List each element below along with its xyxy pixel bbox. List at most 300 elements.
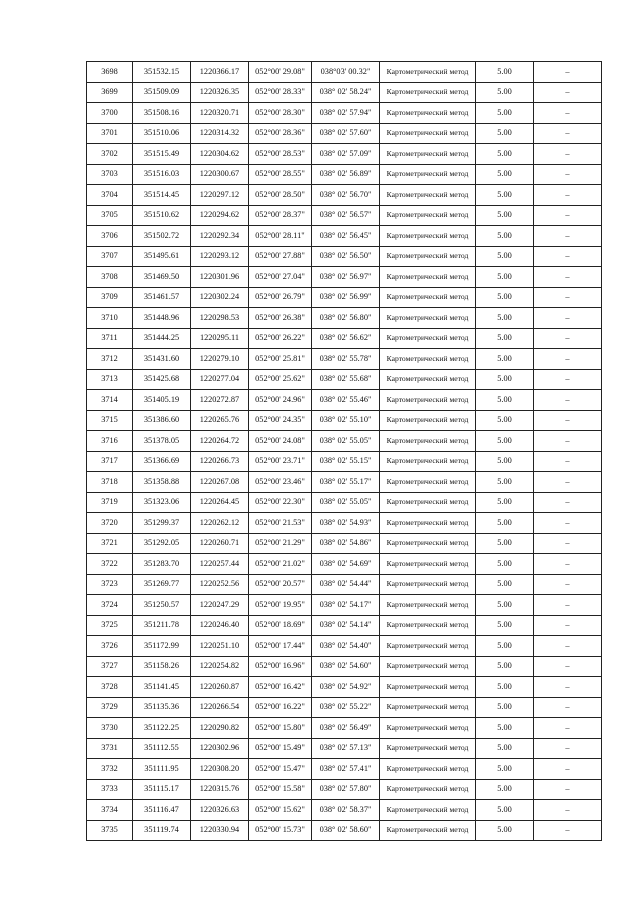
latitude-cell: 052°00' 29.08" xyxy=(249,62,312,83)
accuracy-cell: 5.00 xyxy=(476,472,534,493)
latitude-cell: 052°00' 24.35" xyxy=(249,410,312,431)
table-row xyxy=(87,410,602,431)
y-coordinate-cell: 1220266.54 xyxy=(191,697,249,718)
method-cell: Картометрический метод xyxy=(380,677,476,698)
x-coordinate-cell: 351386.60 xyxy=(133,410,191,431)
y-coordinate-cell: 1220246.40 xyxy=(191,615,249,636)
point-number-cell: 3701 xyxy=(87,123,133,144)
x-coordinate-cell: 351269.77 xyxy=(133,574,191,595)
note-cell: – xyxy=(534,185,602,206)
table-row xyxy=(87,779,602,800)
longitude-cell: 038° 02' 55.17" xyxy=(312,472,380,493)
method-cell: Картометрический метод xyxy=(380,759,476,780)
method-cell: Картометрический метод xyxy=(380,431,476,452)
longitude-cell: 038° 02' 54.44" xyxy=(312,574,380,595)
note-cell: – xyxy=(534,226,602,247)
y-coordinate-cell: 1220297.12 xyxy=(191,185,249,206)
longitude-cell: 038° 02' 55.78" xyxy=(312,349,380,370)
x-coordinate-cell: 351119.74 xyxy=(133,820,191,841)
accuracy-cell: 5.00 xyxy=(476,533,534,554)
accuracy-cell: 5.00 xyxy=(476,431,534,452)
point-number-cell: 3698 xyxy=(87,62,133,83)
table-row xyxy=(87,820,602,841)
latitude-cell: 052°00' 16.96" xyxy=(249,656,312,677)
x-coordinate-cell: 351502.72 xyxy=(133,226,191,247)
note-cell: – xyxy=(534,677,602,698)
longitude-cell: 038° 02' 54.92" xyxy=(312,677,380,698)
point-number-cell: 3704 xyxy=(87,185,133,206)
note-cell: – xyxy=(534,800,602,821)
table-row xyxy=(87,554,602,575)
method-cell: Картометрический метод xyxy=(380,185,476,206)
x-coordinate-cell: 351516.03 xyxy=(133,164,191,185)
x-coordinate-cell: 351158.26 xyxy=(133,656,191,677)
table-row xyxy=(87,759,602,780)
latitude-cell: 052°00' 21.29" xyxy=(249,533,312,554)
x-coordinate-cell: 351135.36 xyxy=(133,697,191,718)
y-coordinate-cell: 1220266.73 xyxy=(191,451,249,472)
longitude-cell: 038° 02' 54.17" xyxy=(312,595,380,616)
method-cell: Картометрический метод xyxy=(380,349,476,370)
latitude-cell: 052°00' 27.04" xyxy=(249,267,312,288)
accuracy-cell: 5.00 xyxy=(476,103,534,124)
y-coordinate-cell: 1220251.10 xyxy=(191,636,249,657)
table-row xyxy=(87,205,602,226)
x-coordinate-cell: 351510.06 xyxy=(133,123,191,144)
longitude-cell: 038° 02' 58.24" xyxy=(312,82,380,103)
table-row xyxy=(87,287,602,308)
longitude-cell: 038° 02' 55.46" xyxy=(312,390,380,411)
longitude-cell: 038° 02' 55.05" xyxy=(312,492,380,513)
y-coordinate-cell: 1220252.56 xyxy=(191,574,249,595)
y-coordinate-cell: 1220247.29 xyxy=(191,595,249,616)
accuracy-cell: 5.00 xyxy=(476,574,534,595)
table-row xyxy=(87,144,602,165)
table-row xyxy=(87,164,602,185)
x-coordinate-cell: 351508.16 xyxy=(133,103,191,124)
longitude-cell: 038° 02' 57.09" xyxy=(312,144,380,165)
table-row xyxy=(87,636,602,657)
longitude-cell: 038° 02' 56.49" xyxy=(312,718,380,739)
method-cell: Картометрический метод xyxy=(380,574,476,595)
note-cell: – xyxy=(534,554,602,575)
note-cell: – xyxy=(534,431,602,452)
note-cell: – xyxy=(534,656,602,677)
point-number-cell: 3732 xyxy=(87,759,133,780)
point-number-cell: 3723 xyxy=(87,574,133,595)
longitude-cell: 038° 02' 56.70" xyxy=(312,185,380,206)
table-row xyxy=(87,82,602,103)
table-row xyxy=(87,615,602,636)
table-row xyxy=(87,308,602,329)
x-coordinate-cell: 351141.45 xyxy=(133,677,191,698)
latitude-cell: 052°00' 27.88" xyxy=(249,246,312,267)
x-coordinate-cell: 351514.45 xyxy=(133,185,191,206)
y-coordinate-cell: 1220254.82 xyxy=(191,656,249,677)
table-row xyxy=(87,226,602,247)
point-number-cell: 3730 xyxy=(87,718,133,739)
method-cell: Картометрический метод xyxy=(380,820,476,841)
latitude-cell: 052°00' 24.08" xyxy=(249,431,312,452)
method-cell: Картометрический метод xyxy=(380,369,476,390)
longitude-cell: 038° 02' 56.62" xyxy=(312,328,380,349)
y-coordinate-cell: 1220330.94 xyxy=(191,820,249,841)
longitude-cell: 038° 02' 56.97" xyxy=(312,267,380,288)
note-cell: – xyxy=(534,82,602,103)
x-coordinate-cell: 351444.25 xyxy=(133,328,191,349)
latitude-cell: 052°00' 28.30" xyxy=(249,103,312,124)
longitude-cell: 038° 02' 56.89" xyxy=(312,164,380,185)
coordinates-table xyxy=(86,61,602,841)
latitude-cell: 052°00' 28.36" xyxy=(249,123,312,144)
latitude-cell: 052°00' 20.57" xyxy=(249,574,312,595)
table-row xyxy=(87,451,602,472)
note-cell: – xyxy=(534,62,602,83)
note-cell: – xyxy=(534,103,602,124)
longitude-cell: 038° 02' 56.99" xyxy=(312,287,380,308)
point-number-cell: 3699 xyxy=(87,82,133,103)
latitude-cell: 052°00' 21.02" xyxy=(249,554,312,575)
note-cell: – xyxy=(534,738,602,759)
latitude-cell: 052°00' 15.62" xyxy=(249,800,312,821)
point-number-cell: 3707 xyxy=(87,246,133,267)
method-cell: Картометрический метод xyxy=(380,62,476,83)
latitude-cell: 052°00' 16.42" xyxy=(249,677,312,698)
y-coordinate-cell: 1220272.87 xyxy=(191,390,249,411)
accuracy-cell: 5.00 xyxy=(476,123,534,144)
latitude-cell: 052°00' 23.46" xyxy=(249,472,312,493)
x-coordinate-cell: 351425.68 xyxy=(133,369,191,390)
longitude-cell: 038° 02' 55.15" xyxy=(312,451,380,472)
latitude-cell: 052°00' 25.81" xyxy=(249,349,312,370)
accuracy-cell: 5.00 xyxy=(476,328,534,349)
note-cell: – xyxy=(534,615,602,636)
table-row xyxy=(87,595,602,616)
method-cell: Картометрический метод xyxy=(380,554,476,575)
accuracy-cell: 5.00 xyxy=(476,82,534,103)
point-number-cell: 3731 xyxy=(87,738,133,759)
x-coordinate-cell: 351461.57 xyxy=(133,287,191,308)
x-coordinate-cell: 351510.62 xyxy=(133,205,191,226)
method-cell: Картометрический метод xyxy=(380,533,476,554)
latitude-cell: 052°00' 25.62" xyxy=(249,369,312,390)
point-number-cell: 3716 xyxy=(87,431,133,452)
table-row xyxy=(87,513,602,534)
y-coordinate-cell: 1220293.12 xyxy=(191,246,249,267)
method-cell: Картометрический метод xyxy=(380,738,476,759)
y-coordinate-cell: 1220279.10 xyxy=(191,349,249,370)
note-cell: – xyxy=(534,267,602,288)
note-cell: – xyxy=(534,410,602,431)
accuracy-cell: 5.00 xyxy=(476,308,534,329)
method-cell: Картометрический метод xyxy=(380,656,476,677)
y-coordinate-cell: 1220302.24 xyxy=(191,287,249,308)
table-row xyxy=(87,328,602,349)
note-cell: – xyxy=(534,574,602,595)
accuracy-cell: 5.00 xyxy=(476,820,534,841)
method-cell: Картометрический метод xyxy=(380,205,476,226)
accuracy-cell: 5.00 xyxy=(476,144,534,165)
point-number-cell: 3703 xyxy=(87,164,133,185)
y-coordinate-cell: 1220260.71 xyxy=(191,533,249,554)
x-coordinate-cell: 351116.47 xyxy=(133,800,191,821)
x-coordinate-cell: 351111.95 xyxy=(133,759,191,780)
note-cell: – xyxy=(534,287,602,308)
latitude-cell: 052°00' 17.44" xyxy=(249,636,312,657)
y-coordinate-cell: 1220265.76 xyxy=(191,410,249,431)
point-number-cell: 3728 xyxy=(87,677,133,698)
accuracy-cell: 5.00 xyxy=(476,513,534,534)
latitude-cell: 052°00' 28.50" xyxy=(249,185,312,206)
method-cell: Картометрический метод xyxy=(380,164,476,185)
note-cell: – xyxy=(534,718,602,739)
table-row xyxy=(87,533,602,554)
y-coordinate-cell: 1220308.20 xyxy=(191,759,249,780)
x-coordinate-cell: 351469.50 xyxy=(133,267,191,288)
latitude-cell: 052°00' 15.47" xyxy=(249,759,312,780)
method-cell: Картометрический метод xyxy=(380,328,476,349)
y-coordinate-cell: 1220300.67 xyxy=(191,164,249,185)
method-cell: Картометрический метод xyxy=(380,615,476,636)
accuracy-cell: 5.00 xyxy=(476,410,534,431)
y-coordinate-cell: 1220301.96 xyxy=(191,267,249,288)
method-cell: Картометрический метод xyxy=(380,123,476,144)
table-row xyxy=(87,246,602,267)
latitude-cell: 052°00' 15.73" xyxy=(249,820,312,841)
longitude-cell: 038° 02' 57.13" xyxy=(312,738,380,759)
table-row xyxy=(87,123,602,144)
method-cell: Картометрический метод xyxy=(380,246,476,267)
longitude-cell: 038° 02' 57.41" xyxy=(312,759,380,780)
accuracy-cell: 5.00 xyxy=(476,656,534,677)
y-coordinate-cell: 1220264.72 xyxy=(191,431,249,452)
x-coordinate-cell: 351358.88 xyxy=(133,472,191,493)
y-coordinate-cell: 1220290.82 xyxy=(191,718,249,739)
accuracy-cell: 5.00 xyxy=(476,718,534,739)
accuracy-cell: 5.00 xyxy=(476,451,534,472)
note-cell: – xyxy=(534,779,602,800)
note-cell: – xyxy=(534,123,602,144)
accuracy-cell: 5.00 xyxy=(476,267,534,288)
method-cell: Картометрический метод xyxy=(380,513,476,534)
accuracy-cell: 5.00 xyxy=(476,205,534,226)
y-coordinate-cell: 1220260.87 xyxy=(191,677,249,698)
y-coordinate-cell: 1220292.34 xyxy=(191,226,249,247)
accuracy-cell: 5.00 xyxy=(476,185,534,206)
point-number-cell: 3712 xyxy=(87,349,133,370)
method-cell: Картометрический метод xyxy=(380,410,476,431)
y-coordinate-cell: 1220257.44 xyxy=(191,554,249,575)
table-row xyxy=(87,800,602,821)
point-number-cell: 3722 xyxy=(87,554,133,575)
y-coordinate-cell: 1220326.63 xyxy=(191,800,249,821)
note-cell: – xyxy=(534,164,602,185)
note-cell: – xyxy=(534,205,602,226)
longitude-cell: 038° 02' 57.94" xyxy=(312,103,380,124)
point-number-cell: 3726 xyxy=(87,636,133,657)
longitude-cell: 038° 02' 58.37" xyxy=(312,800,380,821)
method-cell: Картометрический метод xyxy=(380,472,476,493)
point-number-cell: 3713 xyxy=(87,369,133,390)
longitude-cell: 038° 02' 57.80" xyxy=(312,779,380,800)
accuracy-cell: 5.00 xyxy=(476,738,534,759)
y-coordinate-cell: 1220304.62 xyxy=(191,144,249,165)
table-row xyxy=(87,738,602,759)
longitude-cell: 038° 02' 58.60" xyxy=(312,820,380,841)
point-number-cell: 3715 xyxy=(87,410,133,431)
longitude-cell: 038° 02' 57.60" xyxy=(312,123,380,144)
point-number-cell: 3719 xyxy=(87,492,133,513)
latitude-cell: 052°00' 15.80" xyxy=(249,718,312,739)
table-row xyxy=(87,574,602,595)
accuracy-cell: 5.00 xyxy=(476,287,534,308)
point-number-cell: 3706 xyxy=(87,226,133,247)
point-number-cell: 3733 xyxy=(87,779,133,800)
longitude-cell: 038°03' 00.32" xyxy=(312,62,380,83)
x-coordinate-cell: 351448.96 xyxy=(133,308,191,329)
note-cell: – xyxy=(534,390,602,411)
method-cell: Картометрический метод xyxy=(380,718,476,739)
x-coordinate-cell: 351323.06 xyxy=(133,492,191,513)
point-number-cell: 3735 xyxy=(87,820,133,841)
note-cell: – xyxy=(534,349,602,370)
point-number-cell: 3717 xyxy=(87,451,133,472)
y-coordinate-cell: 1220264.45 xyxy=(191,492,249,513)
method-cell: Картометрический метод xyxy=(380,267,476,288)
y-coordinate-cell: 1220298.53 xyxy=(191,308,249,329)
y-coordinate-cell: 1220302.96 xyxy=(191,738,249,759)
longitude-cell: 038° 02' 54.69" xyxy=(312,554,380,575)
latitude-cell: 052°00' 15.49" xyxy=(249,738,312,759)
longitude-cell: 038° 02' 54.60" xyxy=(312,656,380,677)
accuracy-cell: 5.00 xyxy=(476,636,534,657)
method-cell: Картометрический метод xyxy=(380,287,476,308)
point-number-cell: 3714 xyxy=(87,390,133,411)
x-coordinate-cell: 351431.60 xyxy=(133,349,191,370)
table-row xyxy=(87,349,602,370)
point-number-cell: 3721 xyxy=(87,533,133,554)
longitude-cell: 038° 02' 54.40" xyxy=(312,636,380,657)
accuracy-cell: 5.00 xyxy=(476,779,534,800)
latitude-cell: 052°00' 26.38" xyxy=(249,308,312,329)
table-row xyxy=(87,185,602,206)
point-number-cell: 3727 xyxy=(87,656,133,677)
x-coordinate-cell: 351299.37 xyxy=(133,513,191,534)
y-coordinate-cell: 1220294.62 xyxy=(191,205,249,226)
accuracy-cell: 5.00 xyxy=(476,677,534,698)
note-cell: – xyxy=(534,513,602,534)
longitude-cell: 038° 02' 55.22" xyxy=(312,697,380,718)
longitude-cell: 038° 02' 55.10" xyxy=(312,410,380,431)
x-coordinate-cell: 351112.55 xyxy=(133,738,191,759)
latitude-cell: 052°00' 28.53" xyxy=(249,144,312,165)
accuracy-cell: 5.00 xyxy=(476,349,534,370)
table-row xyxy=(87,62,602,83)
y-coordinate-cell: 1220315.76 xyxy=(191,779,249,800)
point-number-cell: 3711 xyxy=(87,328,133,349)
latitude-cell: 052°00' 28.11" xyxy=(249,226,312,247)
note-cell: – xyxy=(534,636,602,657)
note-cell: – xyxy=(534,697,602,718)
table-row xyxy=(87,390,602,411)
longitude-cell: 038° 02' 55.05" xyxy=(312,431,380,452)
table-row xyxy=(87,431,602,452)
method-cell: Картометрический метод xyxy=(380,595,476,616)
y-coordinate-cell: 1220262.12 xyxy=(191,513,249,534)
method-cell: Картометрический метод xyxy=(380,390,476,411)
point-number-cell: 3724 xyxy=(87,595,133,616)
method-cell: Картометрический метод xyxy=(380,144,476,165)
latitude-cell: 052°00' 28.37" xyxy=(249,205,312,226)
x-coordinate-cell: 351211.78 xyxy=(133,615,191,636)
latitude-cell: 052°00' 26.79" xyxy=(249,287,312,308)
method-cell: Картометрический метод xyxy=(380,226,476,247)
point-number-cell: 3729 xyxy=(87,697,133,718)
x-coordinate-cell: 351250.57 xyxy=(133,595,191,616)
method-cell: Картометрический метод xyxy=(380,492,476,513)
latitude-cell: 052°00' 28.33" xyxy=(249,82,312,103)
note-cell: – xyxy=(534,369,602,390)
method-cell: Картометрический метод xyxy=(380,697,476,718)
note-cell: – xyxy=(534,308,602,329)
x-coordinate-cell: 351509.09 xyxy=(133,82,191,103)
method-cell: Картометрический метод xyxy=(380,451,476,472)
coordinates-table-body xyxy=(87,62,602,841)
x-coordinate-cell: 351515.49 xyxy=(133,144,191,165)
latitude-cell: 052°00' 26.22" xyxy=(249,328,312,349)
accuracy-cell: 5.00 xyxy=(476,369,534,390)
accuracy-cell: 5.00 xyxy=(476,800,534,821)
table-row xyxy=(87,718,602,739)
x-coordinate-cell: 351122.25 xyxy=(133,718,191,739)
table-row xyxy=(87,267,602,288)
latitude-cell: 052°00' 16.22" xyxy=(249,697,312,718)
note-cell: – xyxy=(534,246,602,267)
latitude-cell: 052°00' 21.53" xyxy=(249,513,312,534)
latitude-cell: 052°00' 28.55" xyxy=(249,164,312,185)
longitude-cell: 038° 02' 54.14" xyxy=(312,615,380,636)
accuracy-cell: 5.00 xyxy=(476,595,534,616)
latitude-cell: 052°00' 24.96" xyxy=(249,390,312,411)
table-row xyxy=(87,103,602,124)
point-number-cell: 3710 xyxy=(87,308,133,329)
point-number-cell: 3734 xyxy=(87,800,133,821)
x-coordinate-cell: 351405.19 xyxy=(133,390,191,411)
point-number-cell: 3702 xyxy=(87,144,133,165)
longitude-cell: 038° 02' 56.57" xyxy=(312,205,380,226)
x-coordinate-cell: 351115.17 xyxy=(133,779,191,800)
longitude-cell: 038° 02' 56.80" xyxy=(312,308,380,329)
note-cell: – xyxy=(534,144,602,165)
x-coordinate-cell: 351495.61 xyxy=(133,246,191,267)
table-row xyxy=(87,697,602,718)
accuracy-cell: 5.00 xyxy=(476,697,534,718)
note-cell: – xyxy=(534,533,602,554)
note-cell: – xyxy=(534,759,602,780)
method-cell: Картометрический метод xyxy=(380,800,476,821)
x-coordinate-cell: 351283.70 xyxy=(133,554,191,575)
latitude-cell: 052°00' 22.30" xyxy=(249,492,312,513)
note-cell: – xyxy=(534,328,602,349)
longitude-cell: 038° 02' 54.93" xyxy=(312,513,380,534)
method-cell: Картометрический метод xyxy=(380,636,476,657)
table-row xyxy=(87,677,602,698)
accuracy-cell: 5.00 xyxy=(476,492,534,513)
latitude-cell: 052°00' 23.71" xyxy=(249,451,312,472)
y-coordinate-cell: 1220314.32 xyxy=(191,123,249,144)
point-number-cell: 3709 xyxy=(87,287,133,308)
method-cell: Картометрический метод xyxy=(380,103,476,124)
